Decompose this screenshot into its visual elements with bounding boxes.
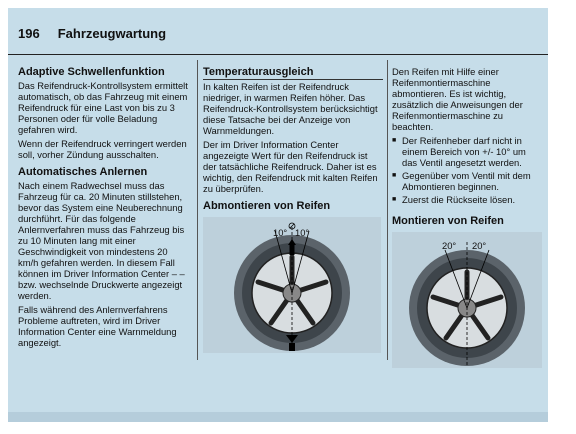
- column-divider-2: [387, 60, 388, 360]
- learn-heading: Automatisches Anlernen: [18, 166, 148, 178]
- list-item: ■ Zuerst die Rückseite lösen.: [392, 194, 542, 205]
- wheel-mount-illustration: [392, 232, 542, 368]
- column-divider-1: [197, 60, 198, 360]
- dismount-angle-left: 10°: [273, 227, 288, 238]
- column-1: [18, 66, 190, 351]
- list-item: ■ Gegenüber vom Ventil mit dem Abmontieren beginnen.: [392, 170, 542, 192]
- column-2: [203, 66, 383, 359]
- page-number: 196: [18, 26, 40, 41]
- manual-page: [8, 8, 548, 422]
- dismount-figure: [203, 217, 381, 353]
- learn-paragraph-2: Falls während des Anlernverfahrens Probleme auftreten, wird im Driver Information Center eine Warnmeldung angezeigt.: [18, 304, 177, 348]
- adaptive-heading: Adaptive Schwellenfunktion: [18, 66, 165, 78]
- column-3: [392, 66, 542, 374]
- mount-figure: [392, 232, 542, 368]
- dismount-instructions: Den Reifen mit Hilfe einer Reifenmontiermaschine abmontieren. Es ist wichtig, zusätzlich die Anweisungen der Reifenmontiermaschine zu beachten.: [392, 66, 523, 132]
- page-header: [18, 26, 166, 41]
- adaptive-paragraph-1: Das Reifendruck-Kontrollsystem ermittelt automatisch, ob das Fahrzeug mit einem Reifendruck für eine Last von bis zu 3 Personen oder für volle Beladung gefahren wird.: [18, 80, 188, 135]
- temp-heading: Temperaturausgleich: [203, 66, 383, 80]
- temp-paragraph-1: In kalten Reifen ist der Reifendruck niedriger, in warmen Reifen höher. Das Reifendruck-Kontrollsystem berücksichtigt diese Tatsache bei der Anzeige von Warnmeldungen.: [203, 81, 378, 136]
- list-item: ■ Der Reifenheber darf nicht in einem Bereich von +/- 10° um das Ventil angesetzt werden.: [392, 135, 542, 168]
- instruction-list: [392, 135, 542, 205]
- adaptive-paragraph-2: Wenn der Reifendruck verringert werden soll, vorher Zündung ausschalten.: [18, 138, 187, 160]
- mount-angle-left: 20°: [442, 240, 457, 251]
- section-title: Fahrzeugwartung: [57, 26, 167, 41]
- wheel-dismount-illustration: [203, 217, 381, 353]
- dismount-angle-right: 10°: [295, 227, 310, 238]
- dismount-heading: Abmontieren von Reifen: [203, 200, 331, 212]
- temp-paragraph-2: Der im Driver Information Center angezeigte Wert für den Reifendruck ist der tatsächliche Reifendruck. Daher ist es wichtig, den Reifendruck mit kalten Reifen zu überprüfen.: [203, 139, 378, 194]
- header-rule: [8, 54, 548, 55]
- mount-angle-right: 20°: [472, 240, 487, 251]
- mount-heading: Montieren von Reifen: [392, 215, 504, 227]
- learn-paragraph-1: Nach einem Radwechsel muss das Fahrzeug für ca. 20 Minuten stillstehen, bevor das System eine Neuberechnung durchführt. Für das folgende Anlernverfahren muss das Fahrzeug bis zu 10 Minuten lang mit einer Geschwindigkeit von mindestens 20 km/h gefahren werden. In diesem Fall können im Driver Information Center – – bzw. wechselnde Druckwerte angezeigt werden.: [18, 180, 185, 301]
- page-bottom-band: [8, 412, 548, 422]
